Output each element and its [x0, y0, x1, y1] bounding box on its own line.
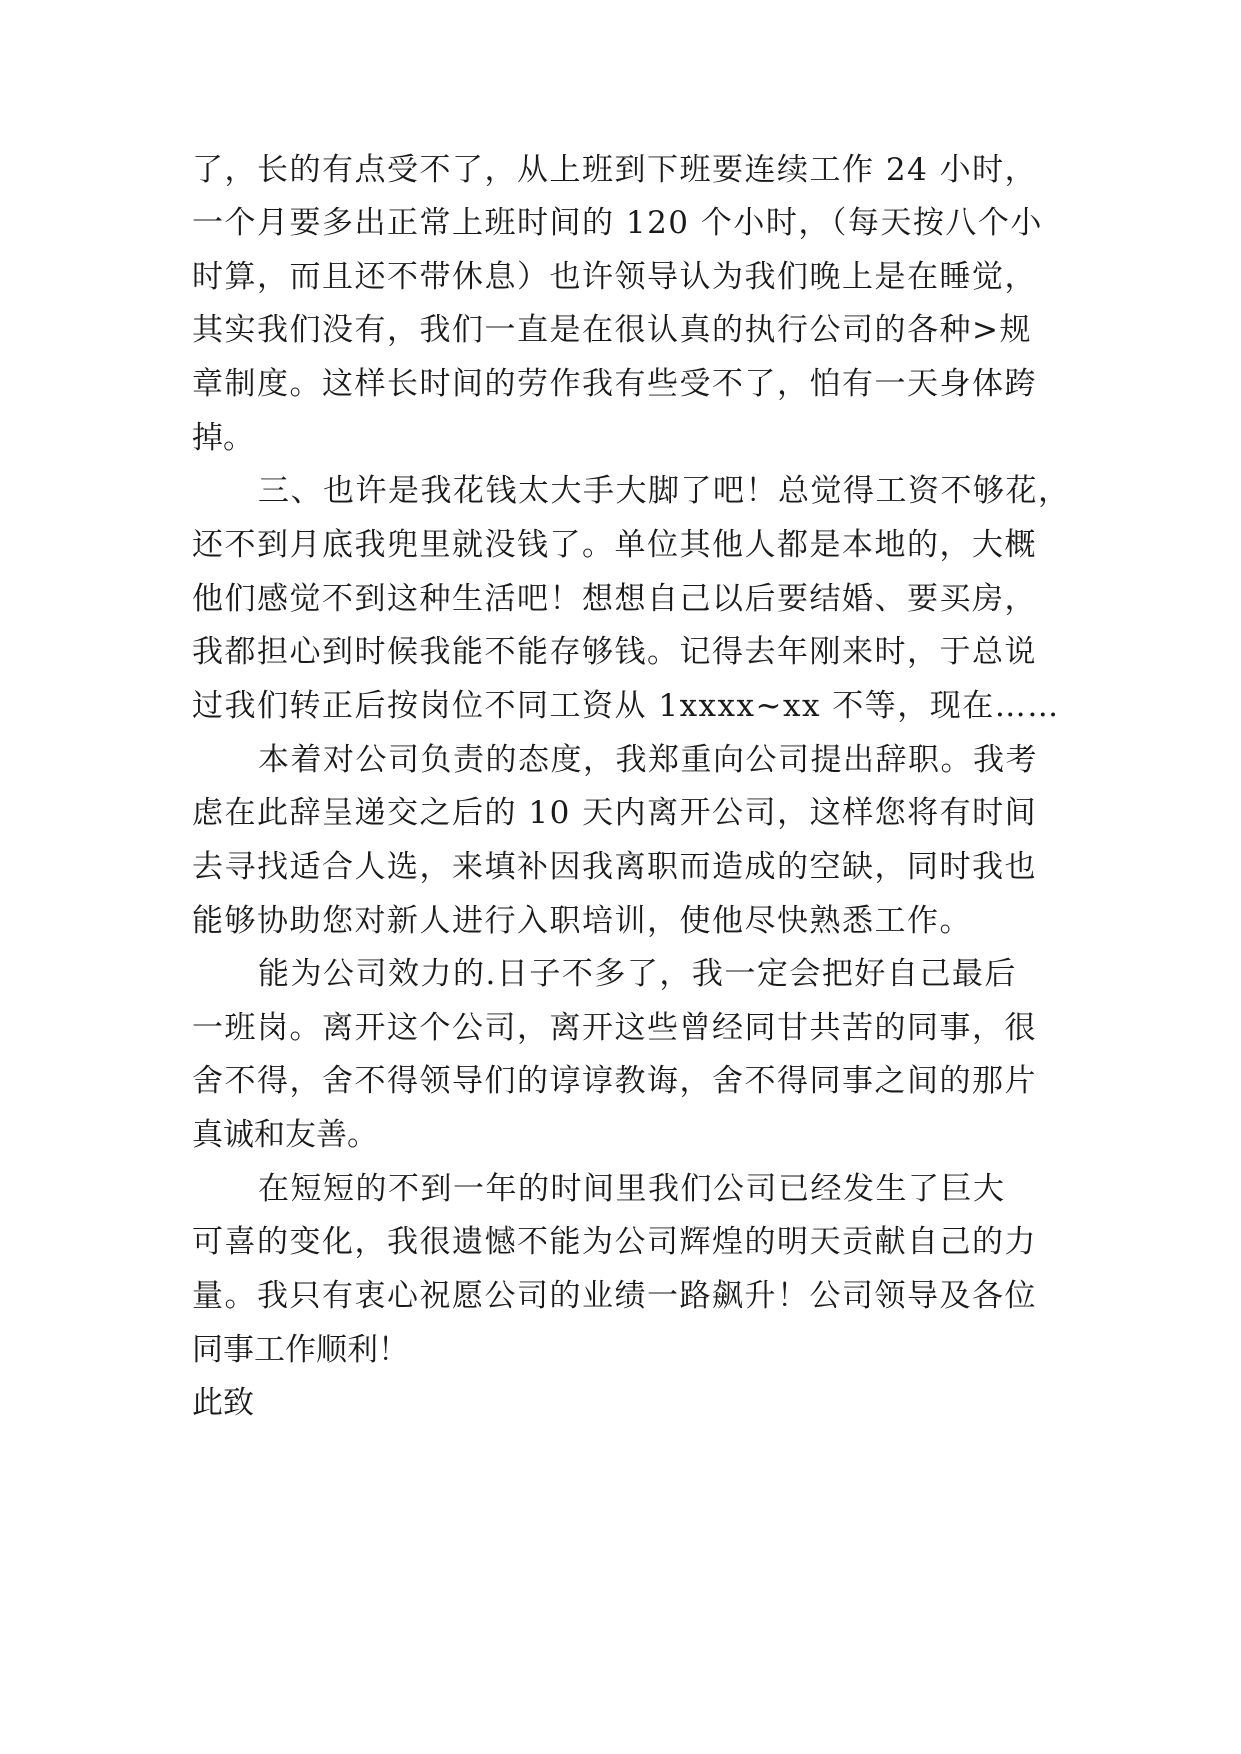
paragraph-2-line-4: 我都担心到时候我能不能存够钱。记得去年刚来时，于总说 — [192, 634, 1037, 670]
paragraph-2-line-5: 过我们转正后按岗位不同工资从 1xxxx~xx 不等，现在…… — [192, 688, 1060, 724]
paragraph-5-line-1: 在短短的不到一年的时间里我们公司已经发生了巨大 — [258, 1171, 1006, 1207]
paragraph-1-line-1: 了，长的有点受不了，从上班到下班要连续工作 24 小时， — [192, 152, 1038, 188]
paragraph-1-line-4: 其实我们没有，我们一直是在很认真的执行公司的各种>规 — [192, 312, 1032, 348]
paragraph-5-line-2: 可喜的变化，我很遗憾不能为公司辉煌的明天贡献自己的力 — [192, 1224, 1037, 1260]
closing-salutation: 此致 — [192, 1385, 254, 1421]
paragraph-3-line-1: 本着对公司负责的态度，我郑重向公司提出辞职。我考 — [258, 742, 1038, 778]
paragraph-1-line-6: 掉。 — [192, 420, 254, 456]
paragraph-3-line-4: 能够协助您对新人进行入职培训，使他尽快熟悉工作。 — [192, 903, 972, 939]
paragraph-2-line-2: 还不到月底我兜里就没钱了。单位其他人都是本地的，大概 — [192, 527, 1037, 563]
paragraph-5-line-3: 量。我只有衷心祝愿公司的业绩一路飙升！公司领导及各位 — [192, 1278, 1037, 1314]
paragraph-3-line-3: 去寻找适合人选，来填补因我离职而造成的空缺，同时我也 — [192, 849, 1037, 885]
paragraph-4-line-4: 真诚和友善。 — [192, 1117, 378, 1153]
paragraph-4-line-3: 舍不得，舍不得领导们的谆谆教诲，舍不得同事之间的那片 — [192, 1063, 1037, 1099]
paragraph-4-line-2: 一班岗。离开这个公司，离开这些曾经同甘共苦的同事，很 — [192, 1010, 1037, 1046]
paragraph-3-line-2: 虑在此辞呈递交之后的 10 天内离开公司，这样您将有时间 — [192, 795, 1038, 831]
paragraph-1-line-5: 章制度。这样长时间的劳作我有些受不了，怕有一天身体跨 — [192, 366, 1037, 402]
paragraph-1-line-2: 一个月要多出正常上班时间的 120 个小时，（每天按八个小 — [192, 205, 1043, 241]
paragraph-1-line-3: 时算，而且还不带休息）也许领导认为我们晚上是在睡觉， — [192, 259, 1037, 295]
paragraph-2-line-1: 三、也许是我花钱太大手大脚了吧！总觉得工资不够花， — [258, 473, 1071, 509]
paragraph-5-line-4: 同事工作顺利！ — [192, 1332, 409, 1368]
paragraph-4-line-1: 能为公司效力的.日子不多了，我一定会把好自己最后 — [258, 956, 1017, 992]
paragraph-2-line-3: 他们感觉不到这种生活吧！想想自己以后要结婚、要买房， — [192, 581, 1037, 617]
